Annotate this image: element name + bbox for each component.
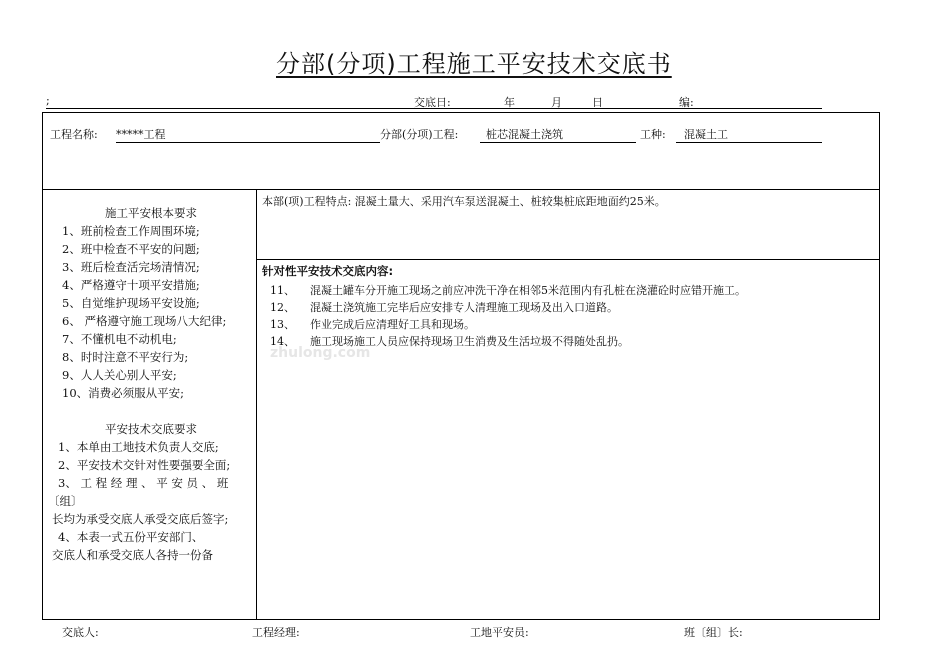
basic-item: 1、班前检查工作周围环境; [62, 224, 200, 238]
measure-number: 12、 [270, 301, 295, 314]
watermark: zhulong.com [270, 345, 371, 361]
requirements-column [48, 204, 254, 564]
handover-item: 1、本单由工地技术负责人交底; [58, 440, 219, 454]
measure-number: 11、 [270, 284, 295, 297]
project-name-field[interactable] [116, 126, 380, 143]
date-label: 交底日: [414, 96, 451, 109]
handover-item: 2、平安技术交针对性要强要全面; [58, 458, 231, 472]
day-label: 日 [592, 96, 603, 109]
measure-item [270, 282, 746, 298]
basic-item: 9、人人关心别人平安; [62, 368, 177, 382]
handover-item: 交底人和承受交底人各持一份备 [52, 548, 213, 562]
basic-item: 5、自觉维护现场平安设施; [62, 296, 200, 310]
subproject-value: 桩芯混凝土浇筑 [486, 128, 563, 141]
measure-text: 混凝土罐车分开施工现场之前应冲洗干净在相邻5米范围内有孔桩在浇灌砼时应错开施工。 [310, 284, 746, 297]
handover-item: 长均为承受交底人承受交底后签字; [52, 512, 229, 526]
measure-number: 13、 [270, 318, 295, 331]
page-title: 分部(分项)工程施工平安技术交底书 [276, 50, 672, 78]
basic-item: 6、 严格遵守施工现场八大纪律; [62, 314, 227, 328]
subproject-label: 分部(分项)工程: [380, 128, 459, 141]
subproject-field[interactable] [480, 126, 636, 143]
measures-heading: 针对性平安技术交底内容: [262, 264, 394, 278]
project-row [50, 126, 840, 140]
basic-item: 2、班中检查不平安的问题; [62, 242, 200, 256]
basic-item: 4、严格遵守十项平安措施; [62, 278, 200, 292]
date-underline [46, 108, 822, 109]
manager-signature: 工程经理: [252, 626, 300, 639]
date-line [46, 94, 822, 108]
year-label: 年 [504, 96, 515, 109]
trade-field[interactable] [676, 126, 822, 143]
basic-item: 7、不懂机电不动机电; [62, 332, 177, 346]
column-divider [256, 189, 257, 620]
number-label: 编: [679, 96, 694, 109]
measure-text: 混凝土浇筑施工完毕后应安排专人清理施工现场及出入口道路。 [310, 301, 618, 314]
basic-requirements-heading: 施工平安根本要求 [105, 206, 197, 220]
measure-item [270, 299, 618, 315]
row-divider [42, 189, 880, 190]
handover-item: 4、本表一式五份平安部门、 [58, 530, 204, 544]
basic-item: 10、消费必须服从平安; [62, 386, 185, 400]
measure-text: 施工现场施工人员应保持现场卫生消费及生活垃圾不得随处乱扔。 [310, 335, 629, 348]
basic-item: 3、班后检查活完场清情况; [62, 260, 200, 274]
basic-item: 8、时时注意不平安行为; [62, 350, 189, 364]
month-label: 月 [551, 96, 562, 109]
project-features: 本部(项)工程特点: 混凝土量大、采用汽车泵送混凝土、桩较集桩底距地面约25米。 [262, 195, 666, 208]
handover-item: 3、 工 程 经 理 、 平 安 员 、 班〔组〕 [48, 476, 229, 508]
presenter-signature: 交底人: [62, 626, 99, 639]
handover-requirements-heading: 平安技术交底要求 [105, 422, 197, 436]
measure-number: 14、 [270, 335, 295, 348]
team-leader-signature: 班〔组〕长: [684, 626, 743, 639]
safety-officer-signature: 工地平安员: [470, 626, 529, 639]
project-name-label: 工程名称: [50, 128, 98, 141]
project-name-value: *****工程 [116, 128, 166, 141]
measure-item [270, 316, 475, 332]
measure-text: 作业完成后应清理好工具和现场。 [310, 318, 475, 331]
date-line-lead: ; [46, 94, 50, 107]
trade-label: 工种: [640, 128, 666, 141]
trade-value: 混凝土工 [684, 128, 728, 141]
feature-divider [256, 259, 880, 260]
